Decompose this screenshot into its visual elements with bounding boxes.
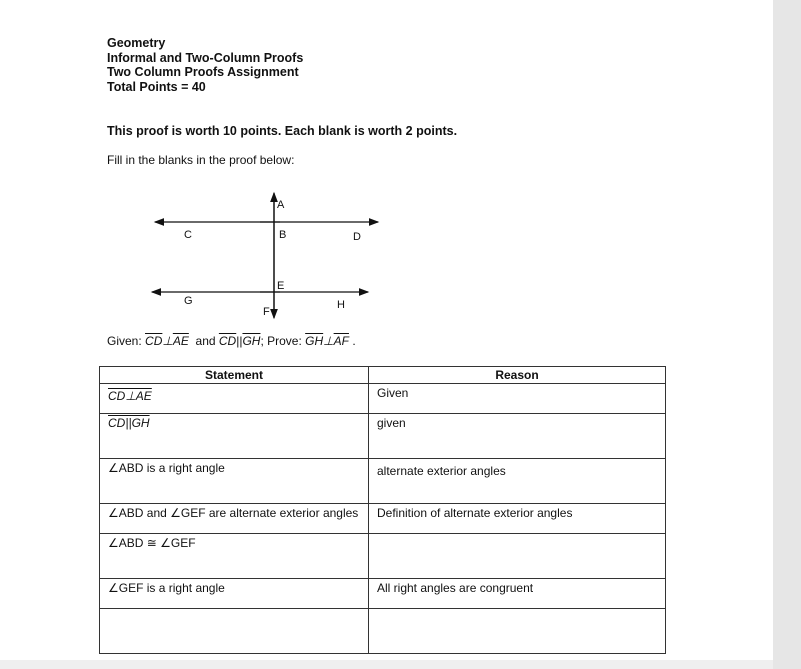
table-row	[100, 534, 666, 579]
total-points: Total Points = 40	[107, 79, 206, 94]
table-row	[100, 414, 666, 459]
segment-gh: $\overline{GH}$	[305, 334, 324, 348]
reason-cell[interactable]: Definition of alternate exterior angles	[369, 504, 666, 534]
statement-cell	[100, 414, 369, 459]
table-row	[100, 579, 666, 609]
reason-blank[interactable]	[369, 534, 666, 579]
reason-cell[interactable]: Given	[369, 384, 666, 414]
label-g: G	[184, 295, 193, 307]
proof-table	[99, 366, 666, 654]
reason-cell[interactable]: All right angles are congruent	[369, 579, 666, 609]
statement-cell: ∠ABD and ∠GEF are alternate exterior angles	[100, 504, 369, 534]
table-row	[100, 459, 666, 504]
statement-text: CD⊥AE	[108, 389, 152, 403]
instruction: Fill in the blanks in the proof below:	[107, 153, 295, 167]
reason-blank[interactable]	[369, 609, 666, 654]
period: .	[352, 334, 356, 348]
given-label: Given:	[107, 334, 142, 348]
reason-cell[interactable]: given	[369, 414, 666, 459]
segment-gh: $\overline{GH}$	[242, 334, 261, 348]
segment-ae: $\overline{AE}$	[172, 334, 189, 348]
label-d: D	[353, 231, 361, 243]
statement-cell	[100, 384, 369, 414]
label-e: E	[277, 280, 285, 292]
label-f: F	[263, 306, 270, 318]
prove-label: ; Prove:	[260, 334, 302, 348]
table-row	[100, 384, 666, 414]
segment-af: $\overline{AF}$	[333, 334, 349, 348]
perp-symbol: ⊥	[162, 334, 173, 348]
reason-cell[interactable]: alternate exterior angles	[369, 459, 666, 504]
statement-cell: ∠GEF is a right angle	[100, 579, 369, 609]
unit-title: Informal and Two-Column Proofs	[107, 50, 304, 65]
given-prove	[107, 334, 356, 348]
points-note: This proof is worth 10 points. Each blank is worth 2 points.	[107, 124, 458, 138]
label-c: C	[184, 229, 192, 241]
statement-cell: ∠ABD is a right angle	[100, 459, 369, 504]
label-h: H	[337, 299, 345, 311]
statement-cell: ∠ABD ≅ ∠GEF	[100, 534, 369, 579]
course-title: Geometry	[107, 36, 166, 50]
label-b: B	[279, 229, 287, 241]
assignment-title: Two Column Proofs Assignment	[107, 65, 299, 79]
table-row	[100, 609, 666, 654]
segment-cd: $\overline{CD}$	[218, 334, 237, 348]
label-a: A	[277, 199, 285, 211]
statement-header: Statement	[100, 367, 369, 384]
reason-header: Reason	[369, 367, 666, 384]
and-text: and	[195, 334, 216, 348]
parallel-symbol: ||	[236, 334, 243, 348]
table-row	[100, 504, 666, 534]
perp-symbol: ⊥	[323, 334, 334, 348]
statement-blank[interactable]	[100, 609, 369, 654]
statement-text: CD||GH	[108, 416, 150, 430]
segment-cd: $\overline{CD}$	[145, 334, 163, 348]
